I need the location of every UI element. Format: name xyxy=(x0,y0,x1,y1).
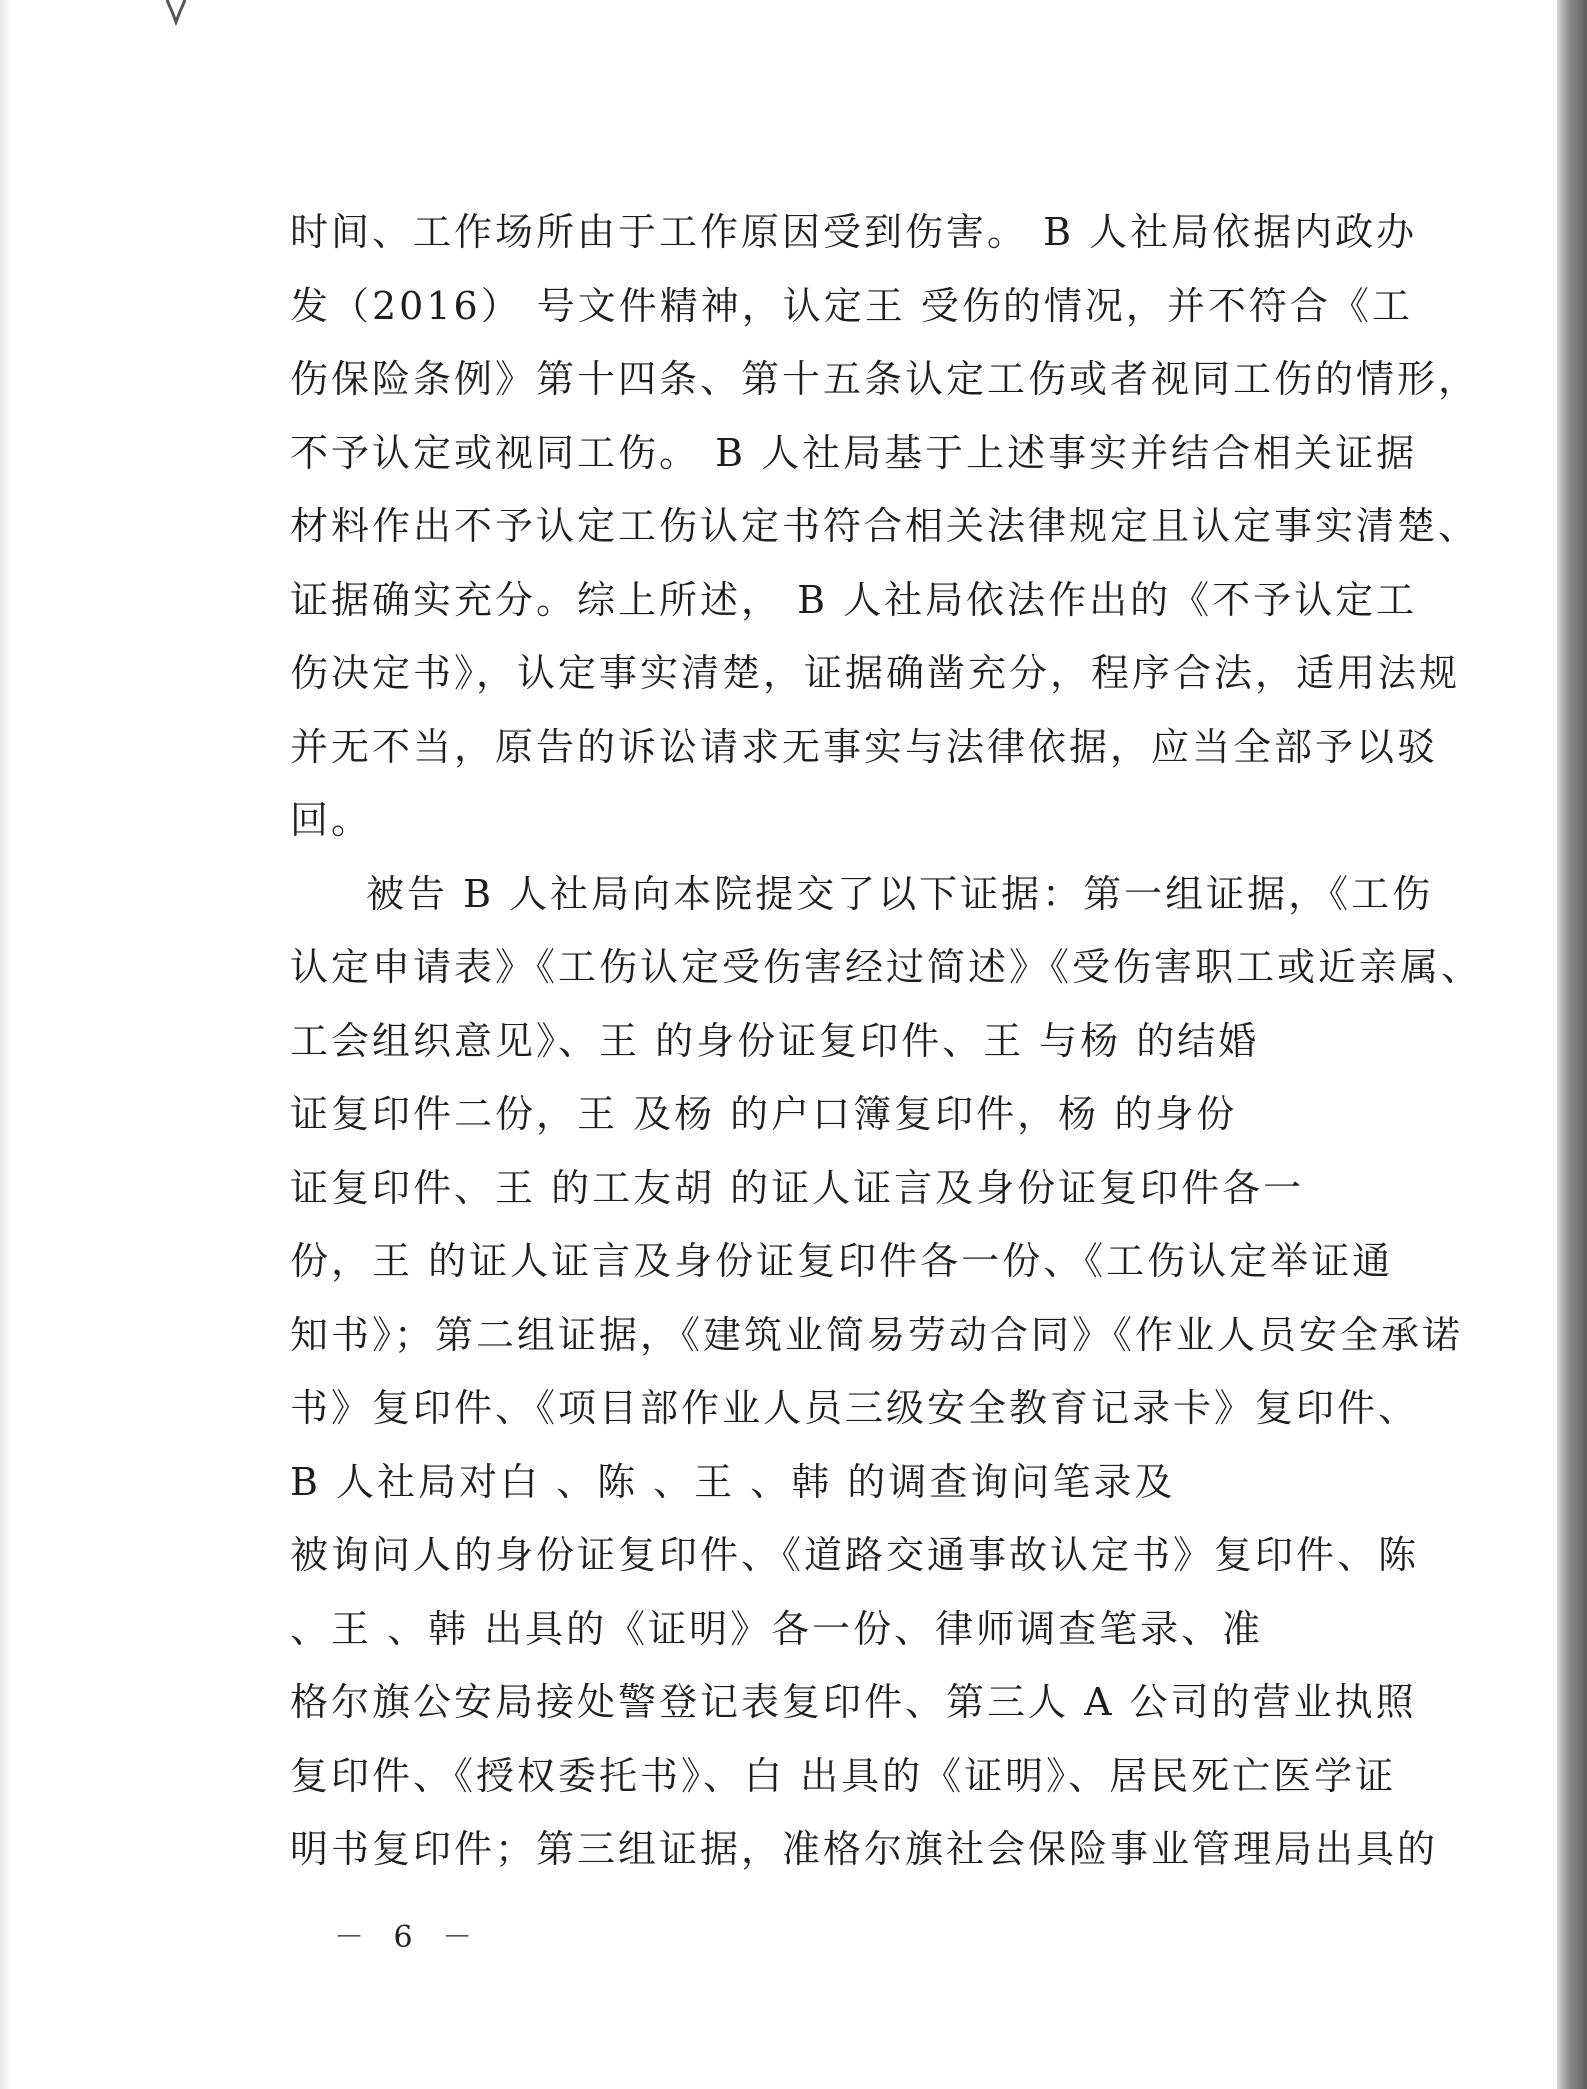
text-line: 工会组织意见》、王 的身份证复印件、王 与杨 的结婚 xyxy=(290,1018,1260,1063)
text-line: 伤决定书》，认定事实清楚，证据确凿充分，程序合法，适用法规 xyxy=(290,651,1461,695)
text-line: 回。 xyxy=(290,798,373,842)
text-line: 材料作出不予认定工伤认定书符合相关法律规定且认定事实清楚、 xyxy=(290,504,1480,548)
scan-left-edge xyxy=(0,0,10,2089)
text-line: 证复印件、王 的工友胡 的证人证言及身份证复印件各一 xyxy=(290,1165,1305,1210)
paragraph-evidence-list xyxy=(290,858,1483,1887)
text-line: 格尔旗公安局接处警登记表复印件、第三人 A 公司的营业执照 xyxy=(290,1680,1417,1724)
text-line: 发（2016） 号文件精神，认定王 受伤的情况，并不符合《工 xyxy=(290,283,1413,328)
text-line: 复印件、《授权委托书》、白 出具的《证明》、居民死亡医学证 xyxy=(290,1753,1397,1798)
text-line: 、王 、韩 出具的《证明》各一份、律师调查笔录、准 xyxy=(290,1606,1264,1651)
text-line: 被告 B 人社局向本院提交了以下证据：第一组证据，《工伤 xyxy=(366,871,1434,916)
page-number: － 6 － xyxy=(334,1920,483,1955)
paragraph-defense-conclusion xyxy=(290,196,1480,858)
text-line: 不予认定或视同工伤。 B 人社局基于上述事实并结合相关证据 xyxy=(290,430,1418,475)
text-line: 并无不当，原告的诉讼请求无事实与法律依据，应当全部予以驳 xyxy=(290,724,1439,769)
text-line: 伤保险条例》第十四条、第十五条认定工伤或者视同工伤的情形， xyxy=(290,357,1480,401)
text-line: 被询问人的身份证复印件、《道路交通事故认定书》复印件、陈 xyxy=(290,1533,1420,1577)
text-line: 认定申请表》《工伤认定受伤害经过简述》《受伤害职工或近亲属、 xyxy=(290,945,1483,989)
text-line: 证据确实充分。综上所述， B 人社局依法作出的《不予认定工 xyxy=(290,577,1418,622)
scan-right-shadow xyxy=(1557,0,1587,2089)
binding-mark-icon xyxy=(163,0,189,26)
text-line: 份，王 的证人证言及身份证复印件各一份、《工伤认定举证通 xyxy=(290,1239,1394,1283)
text-line: 知书》；第二组证据，《建筑业简易劳动合同》《作业人员安全承诺 xyxy=(290,1312,1464,1357)
text-line: 书》复印件、《项目部作业人员三级安全教育记录卡》复印件、 xyxy=(290,1386,1420,1430)
text-line: 明书复印件；第三组证据，准格尔旗社会保险事业管理局出具的 xyxy=(290,1827,1439,1871)
text-line: 时间、工作场所由于工作原因受到伤害。 B 人社局依据内政办 xyxy=(290,210,1418,254)
text-line: 证复印件二份，王 及杨 的户口簿复印件，杨 的身份 xyxy=(290,1092,1238,1136)
text-line: B 人社局对白 、陈 、王 、韩 的调查询问笔录及 xyxy=(290,1459,1176,1504)
document-body xyxy=(290,196,1483,1887)
